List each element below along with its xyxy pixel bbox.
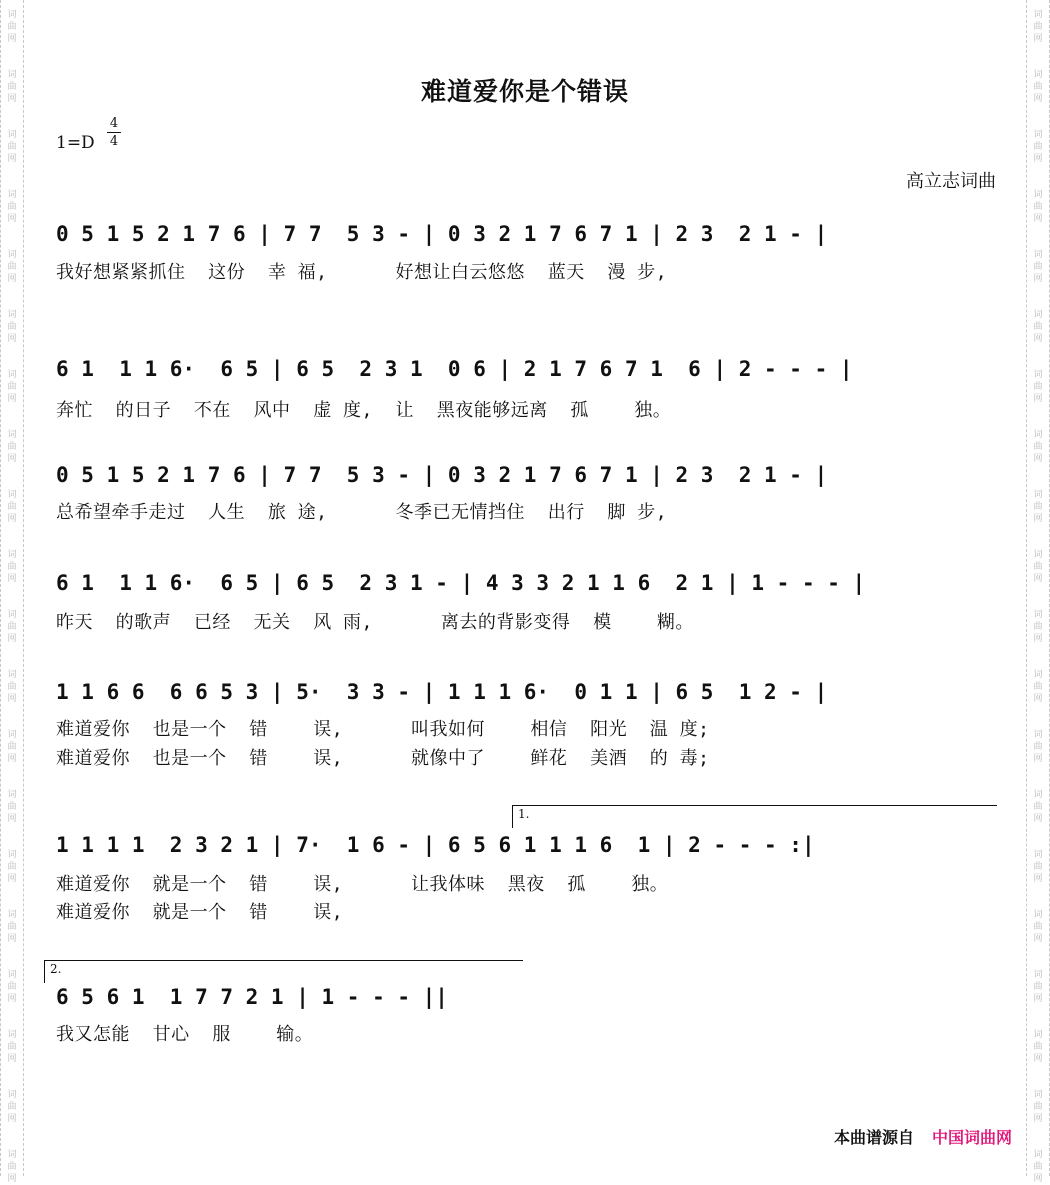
- watermark-glyph: 网: [7, 814, 17, 824]
- watermark-glyph: 词: [1033, 370, 1043, 380]
- watermark-glyph: 曲: [7, 322, 17, 332]
- source-site-link[interactable]: 中国词曲网: [931, 1128, 1012, 1147]
- watermark-glyph: 网: [1033, 334, 1043, 344]
- watermark-glyph: 网: [1033, 754, 1043, 764]
- watermark-glyph: 词: [1033, 10, 1043, 20]
- watermark-glyph: 词: [7, 790, 17, 800]
- watermark-glyph: 曲: [1033, 1162, 1043, 1172]
- watermark-glyph: 网: [1033, 694, 1043, 704]
- watermark-glyph: 曲: [1033, 22, 1043, 32]
- notation-line-2: 6 1 1 1 6· 6 5 | 6 5 2 3 1 0 6 | 2 1 7 6 7 1 6 | 2 - - - |: [56, 357, 853, 381]
- watermark-glyph: 网: [1033, 874, 1043, 884]
- watermark-glyph: 网: [7, 874, 17, 884]
- watermark-glyph: 网: [7, 154, 17, 164]
- watermark-glyph: 曲: [7, 802, 17, 812]
- watermark-glyph: 词: [7, 370, 17, 380]
- watermark-glyph: 网: [7, 574, 17, 584]
- second-ending-bracket: [44, 960, 523, 983]
- watermark-glyph: 曲: [7, 922, 17, 932]
- watermark-glyph: 词: [7, 670, 17, 680]
- watermark-glyph: 曲: [1033, 562, 1043, 572]
- watermark-glyph: 曲: [1033, 862, 1043, 872]
- watermark-glyph: 网: [1033, 214, 1043, 224]
- watermark-glyph: 词: [1033, 550, 1043, 560]
- watermark-glyph: 网: [7, 1174, 17, 1184]
- watermark-glyph: 词: [7, 190, 17, 200]
- watermark-glyph: 网: [7, 454, 17, 464]
- watermark-glyph: 网: [1033, 634, 1043, 644]
- watermark-glyph: 曲: [7, 982, 17, 992]
- watermark-glyph: 网: [1033, 454, 1043, 464]
- watermark-glyph: 网: [7, 214, 17, 224]
- watermark-glyph: 词: [1033, 310, 1043, 320]
- watermark-glyph: 网: [1033, 1114, 1043, 1124]
- watermark-glyph: 曲: [7, 202, 17, 212]
- lyric-line-7: 我又怎能 甘心 服 输。: [56, 1024, 314, 1045]
- watermark-glyph: 曲: [7, 82, 17, 92]
- watermark-glyph: 词: [1033, 910, 1043, 920]
- watermark-glyph: 网: [7, 1114, 17, 1124]
- time-signature: [107, 116, 121, 149]
- watermark-glyph: 曲: [1033, 502, 1043, 512]
- watermark-glyph: 词: [7, 1150, 17, 1160]
- watermark-glyph: 曲: [7, 262, 17, 272]
- watermark-glyph: 网: [1033, 394, 1043, 404]
- watermark-glyph: 词: [1033, 970, 1043, 980]
- watermark-glyph: 曲: [7, 442, 17, 452]
- left-watermark-strip: [0, 0, 24, 1184]
- watermark-glyph: 曲: [1033, 1042, 1043, 1052]
- watermark-glyph: 词: [7, 130, 17, 140]
- watermark-glyph: 曲: [1033, 202, 1043, 212]
- watermark-glyph: 网: [1033, 934, 1043, 944]
- source-label: 本曲谱源自: [833, 1128, 914, 1147]
- song-title: 难道爱你是个错误: [420, 77, 629, 106]
- watermark-glyph: 曲: [7, 682, 17, 692]
- watermark-glyph: 词: [7, 550, 17, 560]
- watermark-glyph: 曲: [1033, 142, 1043, 152]
- lyric-line-4: 昨天 的歌声 已经 无关 风 雨, 离去的背影变得 模 糊。: [56, 612, 694, 633]
- time-signature-bottom: 4: [109, 134, 119, 149]
- watermark-glyph: 词: [1033, 490, 1043, 500]
- watermark-glyph: 词: [1033, 130, 1043, 140]
- watermark-glyph: 网: [7, 694, 17, 704]
- watermark-glyph: 网: [1033, 1054, 1043, 1064]
- watermark-glyph: 词: [1033, 610, 1043, 620]
- watermark-glyph: 曲: [7, 1162, 17, 1172]
- watermark-glyph: 曲: [7, 22, 17, 32]
- watermark-glyph: 网: [1033, 94, 1043, 104]
- second-ending-label: 2.: [50, 962, 62, 976]
- watermark-glyph: 词: [7, 970, 17, 980]
- watermark-glyph: 词: [1033, 70, 1043, 80]
- watermark-glyph: 词: [7, 490, 17, 500]
- watermark-glyph: 词: [1033, 430, 1043, 440]
- watermark-glyph: 网: [1033, 1174, 1043, 1184]
- watermark-glyph: 曲: [7, 502, 17, 512]
- lyric-line-5a: 难道爱你 也是一个 错 误, 叫我如何 相信 阳光 温 度;: [56, 719, 710, 740]
- lyric-line-5b: 难道爱你 也是一个 错 误, 就像中了 鲜花 美酒 的 毒;: [56, 748, 710, 769]
- watermark-glyph: 词: [7, 610, 17, 620]
- lyric-line-6b: 难道爱你 就是一个 错 误,: [56, 902, 344, 923]
- watermark-glyph: 曲: [7, 862, 17, 872]
- watermark-glyph: 词: [1033, 790, 1043, 800]
- watermark-glyph: 网: [7, 94, 17, 104]
- watermark-glyph: 曲: [7, 562, 17, 572]
- watermark-glyph: 曲: [1033, 682, 1043, 692]
- watermark-glyph: 词: [1033, 1030, 1043, 1040]
- watermark-glyph: 网: [7, 514, 17, 524]
- watermark-glyph: 网: [1033, 574, 1043, 584]
- watermark-glyph: 曲: [7, 622, 17, 632]
- watermark-glyph: 词: [7, 850, 17, 860]
- notation-line-1: 0 5 1 5 2 1 7 6 | 7 7 5 3 - | 0 3 2 1 7 6 7 1 | 2 3 2 1 - |: [56, 222, 828, 246]
- watermark-glyph: 词: [7, 1090, 17, 1100]
- watermark-glyph: 词: [7, 430, 17, 440]
- watermark-glyph: 词: [7, 1030, 17, 1040]
- watermark-glyph: 词: [1033, 1150, 1043, 1160]
- time-signature-top: 4: [109, 116, 119, 131]
- lyric-line-6a: 难道爱你 就是一个 错 误, 让我体味 黑夜 孤 独。: [56, 874, 669, 895]
- watermark-glyph: 词: [7, 10, 17, 20]
- watermark-glyph: 词: [7, 730, 17, 740]
- watermark-glyph: 网: [1033, 514, 1043, 524]
- watermark-glyph: 网: [7, 634, 17, 644]
- watermark-glyph: 曲: [1033, 622, 1043, 632]
- watermark-glyph: 网: [1033, 814, 1043, 824]
- right-watermark-strip: [1026, 0, 1050, 1184]
- watermark-glyph: 词: [7, 310, 17, 320]
- watermark-glyph: 曲: [1033, 742, 1043, 752]
- watermark-glyph: 曲: [7, 742, 17, 752]
- watermark-glyph: 词: [1033, 1090, 1043, 1100]
- watermark-glyph: 曲: [1033, 382, 1043, 392]
- watermark-glyph: 词: [1033, 850, 1043, 860]
- watermark-glyph: 网: [7, 1054, 17, 1064]
- watermark-glyph: 词: [7, 250, 17, 260]
- first-ending-label: 1.: [518, 807, 530, 821]
- key-signature: 1=D: [56, 133, 95, 153]
- watermark-glyph: 网: [1033, 994, 1043, 1004]
- watermark-glyph: 曲: [1033, 322, 1043, 332]
- watermark-glyph: 网: [1033, 154, 1043, 164]
- watermark-glyph: 网: [7, 934, 17, 944]
- watermark-glyph: 网: [7, 274, 17, 284]
- watermark-glyph: 曲: [1033, 922, 1043, 932]
- watermark-glyph: 曲: [7, 1042, 17, 1052]
- watermark-glyph: 网: [1033, 274, 1043, 284]
- watermark-glyph: 曲: [1033, 82, 1043, 92]
- lyric-line-3: 总希望牵手走过 人生 旅 途, 冬季已无情挡住 出行 脚 步,: [56, 502, 668, 523]
- watermark-glyph: 词: [7, 910, 17, 920]
- watermark-glyph: 词: [1033, 250, 1043, 260]
- watermark-glyph: 曲: [1033, 442, 1043, 452]
- watermark-glyph: 曲: [1033, 802, 1043, 812]
- source-footer: [834, 1125, 1012, 1148]
- notation-line-4: 6 1 1 1 6· 6 5 | 6 5 2 3 1 - | 4 3 3 2 1 1 6 2 1 | 1 - - - |: [56, 571, 866, 595]
- watermark-glyph: 曲: [7, 382, 17, 392]
- watermark-glyph: 词: [1033, 730, 1043, 740]
- watermark-glyph: 曲: [7, 1102, 17, 1112]
- watermark-glyph: 网: [7, 34, 17, 44]
- watermark-glyph: 曲: [7, 142, 17, 152]
- notation-line-3: 0 5 1 5 2 1 7 6 | 7 7 5 3 - | 0 3 2 1 7 6 7 1 | 2 3 2 1 - |: [56, 463, 828, 487]
- watermark-glyph: 网: [7, 754, 17, 764]
- watermark-glyph: 网: [7, 394, 17, 404]
- watermark-glyph: 网: [7, 994, 17, 1004]
- notation-line-7: 6 5 6 1 1 7 7 2 1 | 1 - - - ||: [56, 985, 448, 1009]
- composer-credit: 高立志词曲: [906, 171, 996, 192]
- watermark-glyph: 曲: [1033, 262, 1043, 272]
- lyric-line-1: 我好想紧紧抓住 这份 幸 福, 好想让白云悠悠 蓝天 漫 步,: [56, 262, 668, 283]
- lyric-line-2: 奔忙 的日子 不在 风中 虚 度, 让 黑夜能够远离 孤 独。: [56, 400, 672, 421]
- watermark-glyph: 曲: [1033, 982, 1043, 992]
- first-ending-bracket: [512, 805, 997, 828]
- notation-line-6: 1 1 1 1 2 3 2 1 | 7· 1 6 - | 6 5 6 1 1 1 6 1 | 2 - - - :|: [56, 833, 815, 857]
- watermark-glyph: 网: [1033, 34, 1043, 44]
- watermark-glyph: 词: [7, 70, 17, 80]
- watermark-glyph: 词: [1033, 190, 1043, 200]
- watermark-glyph: 网: [7, 334, 17, 344]
- notation-line-5: 1 1 6 6 6 6 5 3 | 5· 3 3 - | 1 1 1 6· 0 1 1 | 6 5 1 2 - |: [56, 680, 828, 704]
- watermark-glyph: 词: [1033, 670, 1043, 680]
- watermark-glyph: 曲: [1033, 1102, 1043, 1112]
